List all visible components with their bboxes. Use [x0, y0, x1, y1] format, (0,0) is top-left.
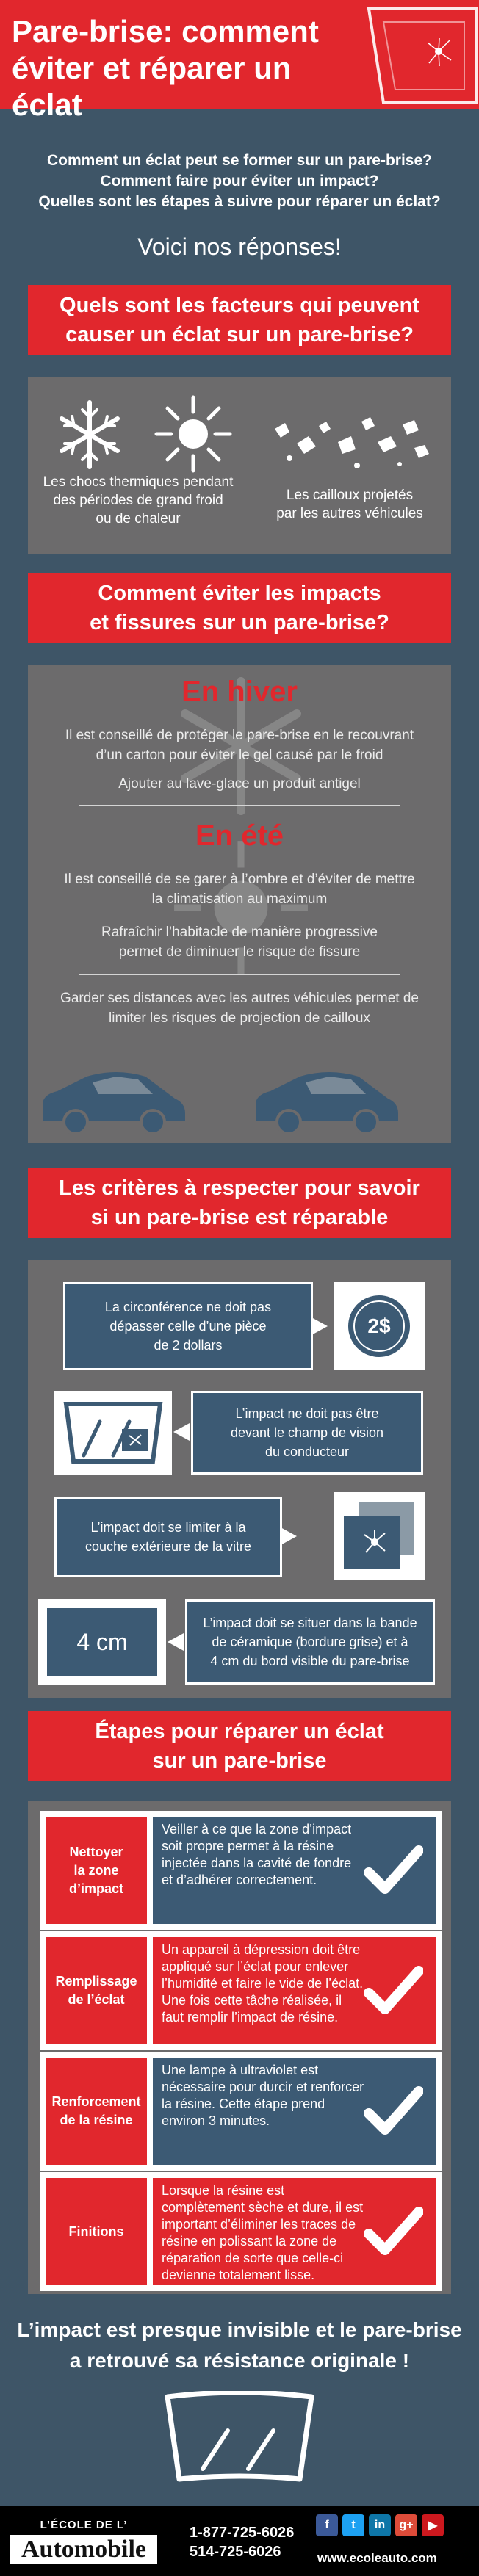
checkmark-icon [364, 1845, 423, 1896]
step-label-line: Nettoyer [69, 1844, 123, 1859]
divider [79, 974, 400, 975]
checkmark-icon [364, 1965, 423, 2016]
logo-bottom-text: Automobile [10, 2535, 157, 2564]
winter-heading: En hiver [181, 676, 298, 708]
criteria-text-line: L’impact doit se limiter à la [90, 1520, 246, 1535]
factors-title-line-2: causer un éclat sur un pare-brise? [65, 323, 414, 347]
thermal-text-line: Les chocs thermiques pendant [43, 474, 234, 490]
school-logo[interactable] [10, 2519, 157, 2566]
step-label-line: Finitions [68, 2224, 124, 2239]
windshield-crack-icon [347, 0, 479, 109]
criteria-text-line: couche extérieure de la vitre [84, 1539, 252, 1554]
prevention-title-banner [28, 573, 451, 643]
snowflake-icon [53, 398, 126, 471]
step-label [46, 2058, 147, 2165]
criteria-text-line: devant le champ de vision [230, 1425, 384, 1440]
header-banner [0, 0, 479, 122]
two-dollar-coin: 2$ [353, 1300, 405, 1352]
title-line-1: Pare-brise: comment [12, 14, 319, 48]
intro-question: Comment un éclat peut se former sur un pare-brise? [47, 152, 432, 169]
linkedin-icon[interactable]: in [369, 2514, 391, 2536]
step-description [153, 1937, 436, 2044]
step-label-line: de l’éclat [68, 1992, 125, 2007]
prevention-title-line-2: et fissures sur un pare-brise? [90, 611, 389, 634]
steps-title-line-2: sur un pare-brise [152, 1749, 327, 1773]
winter-tip-1 [43, 726, 436, 765]
factors-title-banner [28, 285, 451, 355]
distance-visual [38, 1599, 166, 1685]
glass-layer-icon [344, 1502, 414, 1570]
thermal-text-line: ou de chaleur [96, 511, 181, 527]
step-label-line: la zone [73, 1862, 119, 1878]
step-label-line: d’impact [68, 1881, 123, 1896]
step-description-text: Veiller à ce que la zone d’impact soit propre permet à la résine injectée dans la cavité de fondre et d’adhérer correctement. [162, 1822, 352, 1887]
arrow-left-icon [173, 1423, 190, 1441]
windshield-icon [62, 1400, 165, 1466]
social-links [316, 2514, 444, 2536]
checkmark-icon [364, 2206, 423, 2257]
prevention-panel [28, 665, 451, 1143]
footer [0, 2506, 479, 2576]
winter-tip-1-line: Il est conseillé de protéger le pare-brise en le recouvrant [65, 728, 414, 743]
step-description [153, 1817, 436, 1924]
steps-title-banner [28, 1711, 451, 1781]
closing-line-2: a retrouvé sa résistance originale ! [69, 2349, 410, 2372]
phone-numbers [190, 2523, 294, 2561]
windshield-icon [162, 2391, 317, 2486]
criteria-item-4-text [185, 1599, 435, 1685]
prevention-title-line-1: Comment éviter les impacts [98, 582, 381, 605]
step-finish [40, 2172, 442, 2291]
title-line-2: éviter et réparer un éclat [12, 51, 292, 122]
step-description [153, 2178, 436, 2285]
criteria-text-line: du conducteur [264, 1444, 350, 1459]
closing-line-1: L’impact est presque invisible et le pare-brise [17, 2318, 462, 2341]
criteria-title-banner [28, 1168, 451, 1238]
step-label [46, 1817, 147, 1924]
googleplus-icon[interactable]: g+ [395, 2514, 417, 2536]
distance-tip [43, 988, 436, 1028]
intro-question: Comment faire pour éviter un impact? [100, 173, 379, 189]
criteria-item-1-text [63, 1282, 313, 1370]
summer-tip-1-line: Il est conseillé de se garer à l’ombre et d’éviter de mettre [64, 872, 415, 887]
factors-title-line-1: Quels sont les facteurs qui peuvent [60, 294, 419, 317]
stones-icon [267, 407, 436, 473]
glass-layer-visual [334, 1492, 425, 1580]
criteria-text-line: La circonférence ne doit pas [104, 1300, 272, 1314]
summer-tip-2-line: permet de diminuer le risque de fissure [118, 944, 361, 960]
criteria-panel [28, 1260, 451, 1698]
distance-tip-line: limiter les risques de projection de cailloux [109, 1010, 370, 1026]
step-description-text: Un appareil à dépression doit être appliqué sur l’éclat pour enlever l’humidité et faire le vide de l’éclat. Une fois cette tâche réalisée, il faut remplir l’impact de résine. [162, 1942, 364, 2025]
summer-tip-1-line: la climatisation au maximum [151, 891, 328, 907]
intro-question: Quelles sont les étapes à suivre pour réparer un éclat? [38, 193, 441, 210]
facebook-icon[interactable]: f [316, 2514, 338, 2536]
youtube-icon[interactable]: ▶ [422, 2514, 444, 2536]
distance-tip-line: Garder ses distances avec les autres véhicules permet de [60, 991, 419, 1006]
step-clean [40, 1811, 442, 1930]
step-label [46, 2178, 147, 2285]
coin-visual [334, 1282, 425, 1370]
criteria-text-line: 4 cm du bord visible du pare-brise [210, 1654, 410, 1668]
summer-tip-1 [43, 869, 436, 909]
summer-tip-2-line: Rafraîchir l’habitacle de manière progressive [101, 925, 378, 940]
steps-title-line-1: Étapes pour réparer un éclat [95, 1720, 384, 1743]
step-description [153, 2058, 436, 2165]
factors-panel [28, 377, 451, 554]
step-reinforce [40, 2052, 442, 2171]
website-link[interactable]: www.ecoleauto.com [317, 2551, 437, 2565]
checkmark-icon [364, 2085, 423, 2137]
criteria-text-line: de céramique (bordure grise) et à [212, 1635, 408, 1649]
winter-tip-1-line: d’un carton pour éviter le gel causé par le froid [96, 748, 383, 763]
step-label-line: Renforcement [51, 2094, 141, 2109]
step-description-text: Lorsque la résine est complètement sèche et dure, il est important d’éliminer les traces de résine en polissant la zone de réparation de sorte que celle-ci devienne totalement lisse. [162, 2183, 364, 2282]
logo-top-text: L’ÉCOLE DE L’ [40, 2519, 128, 2531]
thermal-text-line: des périodes de grand froid [53, 493, 223, 508]
step-label-line: de la résine [60, 2113, 133, 2127]
arrow-right-icon [281, 1527, 297, 1545]
criteria-text-line: de 2 dollars [154, 1338, 223, 1353]
arrow-left-icon [168, 1633, 184, 1651]
criteria-item-2-text [191, 1391, 423, 1475]
summer-tip-2 [43, 922, 436, 962]
answers-label: Voici nos réponses! [137, 234, 342, 260]
criteria-text-line: L’impact ne doit pas être [235, 1406, 379, 1421]
stones-text-line: par les autres véhicules [276, 506, 423, 521]
summer-heading: En été [195, 820, 284, 852]
page-title [12, 13, 364, 123]
sun-icon [153, 394, 234, 474]
divider [79, 805, 400, 806]
step-fill [40, 1931, 442, 2050]
stones-text [248, 486, 451, 523]
criteria-title-line-1: Les critères à respecter pour savoir [59, 1176, 420, 1200]
stones-text-line: Les cailloux projetés [286, 488, 414, 503]
closing-message [0, 2315, 479, 2376]
thermal-shock-text [28, 473, 248, 528]
car-icon [35, 1062, 190, 1135]
criteria-text-line: dépasser celle d’une pièce [109, 1319, 267, 1334]
four-cm-label: 4 cm [47, 1608, 157, 1676]
intro-questions [0, 151, 479, 212]
car-icon [248, 1062, 403, 1135]
criteria-item-3-text [54, 1497, 282, 1577]
twitter-icon[interactable]: t [342, 2514, 364, 2536]
phone-local[interactable]: 514-725-6026 [190, 2544, 281, 2560]
arrow-right-icon [311, 1317, 328, 1335]
criteria-text-line: L’impact doit se situer dans la bande [203, 1616, 417, 1630]
step-label-line: Remplissage [55, 1974, 137, 1989]
winter-tip-2: Ajouter au lave-glace un produit antigel [118, 776, 361, 792]
criteria-title-line-2: si un pare-brise est réparable [90, 1206, 389, 1229]
step-label [46, 1937, 147, 2044]
phone-toll-free[interactable]: 1-877-725-6026 [190, 2525, 295, 2541]
windshield-visual [54, 1391, 172, 1475]
step-description-text: Une lampe à ultraviolet est nécessaire pour durcir et renforcer la résine. Cette étape prend environ 3 minutes. [162, 2063, 364, 2128]
